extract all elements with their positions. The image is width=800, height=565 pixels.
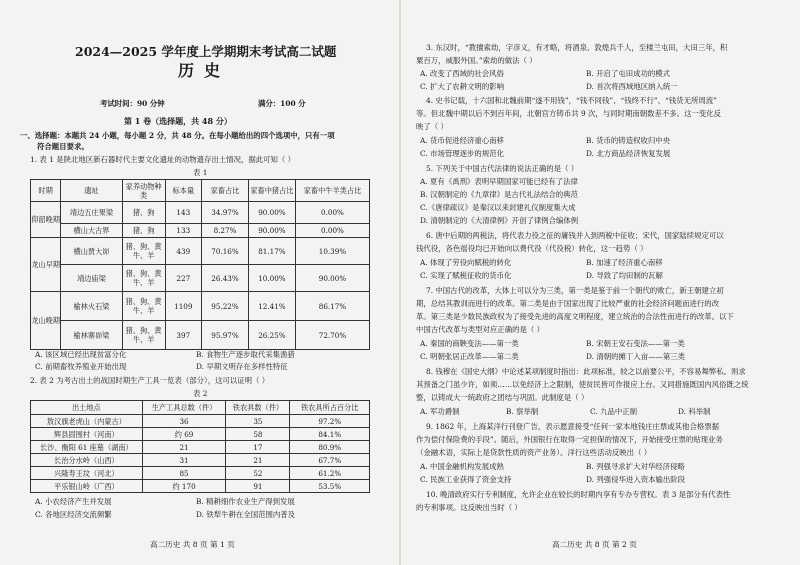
section-instruction: 一、选择题：本题共 24 小题，每小题 2 分，共 48 分。在每小题给出的四个选项中，只有一项 — [20, 131, 335, 140]
question-7-cont-3: 中国古代改革与类型对应正确的是（ ） — [416, 325, 544, 334]
percent-cell: 97.2% — [290, 415, 370, 428]
subject-title: 历史 — [178, 61, 231, 80]
q8-option-d: D. 科举制 — [678, 407, 711, 416]
species-cell: 猪、狗、黄牛、羊 — [122, 292, 165, 321]
q3-option-a: A. 改变了西域的社会风俗 — [420, 69, 504, 78]
q5-option-a: A. 夏有《禹刑》表明早期国家可能已经有了法律 — [420, 177, 578, 186]
count-cell: 397 — [165, 321, 202, 350]
table1-head-cell: 遗址 — [61, 180, 123, 202]
table-row — [31, 238, 370, 265]
percent-cell: 53.5% — [290, 480, 370, 493]
site-cell: 横山大古界 — [61, 224, 123, 238]
table2-head-cell: 生产工具总数（件） — [142, 401, 226, 415]
question-7-cont-2: 革。第三类是少数民族政权为了接受先进的高度文明程度，建立统治的合法性而进行的改革。以下 — [416, 312, 734, 321]
table-row — [31, 415, 370, 428]
period-cell: 龙山晚期 — [31, 292, 61, 350]
table-row — [31, 454, 370, 467]
site-cell: 靖边五庄果梁 — [61, 202, 123, 224]
question-10: 10. 晚清政府实行专利制度，允许企业在较长的时期内享有专办专营权。表 3 是部分有代表性 — [426, 490, 731, 499]
count-cell: 143 — [165, 202, 202, 224]
table-1 — [30, 179, 370, 350]
location-cell: 平乐银山岭（广西） — [31, 480, 143, 493]
iron-cell: 52 — [226, 467, 290, 480]
q7-option-c: C. 明朝张居正改革——第二类 — [420, 352, 519, 361]
ratio-cell: 0.00% — [295, 202, 369, 224]
total-cell: 约 69 — [142, 428, 226, 441]
iron-cell: 21 — [226, 454, 290, 467]
q2-option-a: A. 小农经济产生并发展 — [35, 497, 112, 506]
question-9-cont: 作为偿付保险费的手段”。随后，外国银行在取得一定担保的情况下，开始接受庄票的贴现业务 — [416, 435, 723, 444]
species-cell: 猪、狗、黄牛、羊 — [122, 265, 165, 292]
q7-option-a: A. 秦国的商鞅变法——第一类 — [420, 339, 519, 348]
question-7-cont: 期，总结其教训而进行的改革。第二类是由于国家出现了比较严重的社会经济问题而进行的改 — [416, 299, 720, 308]
table-row — [31, 467, 370, 480]
q6-option-d: D. 导致了均田制的瓦解 — [586, 271, 663, 280]
q7-option-b: B. 宋朝王安石变法——第一类 — [586, 339, 685, 348]
iron-cell: 17 — [226, 441, 290, 454]
period-cell: 龙山早期 — [31, 238, 61, 292]
q1-option-d: D. 早期文明存在多样性特征 — [196, 362, 288, 371]
percent-cell: 67.7% — [290, 454, 370, 467]
table-2 — [30, 400, 370, 493]
q5-option-c: C.《唐律疏议》是秦汉以来封建礼仪制度集大成 — [420, 203, 576, 212]
count-cell: 227 — [165, 265, 202, 292]
location-cell: 兴隆寿王坟（河北） — [31, 467, 143, 480]
table1-head-cell: 家畜占比 — [202, 180, 249, 202]
iron-cell: 91 — [226, 480, 290, 493]
q9-option-c: C. 民族工业获得了资金支持 — [420, 475, 512, 484]
q9-option-a: A. 中国金融机构发展成熟 — [420, 462, 504, 471]
ratio-cell: 26.25% — [248, 321, 295, 350]
ratio-cell: 26.43% — [202, 265, 249, 292]
ratio-cell: 12.41% — [248, 292, 295, 321]
ratio-cell: 72.70% — [295, 321, 369, 350]
question-1: 1. 表 1 是陕北地区新石器时代主要文化遗址的动物遗存出土情况，据此可知（ ） — [30, 155, 296, 164]
q2-option-d: D. 铁犁牛耕在全国范围内普及 — [196, 510, 296, 519]
location-cell: 长治分水岭（山西） — [31, 454, 143, 467]
q2-option-b: B. 精耕细作农业生产得到发展 — [196, 497, 295, 506]
q1-option-b: B. 食物生产逐步取代采集渔猎 — [196, 350, 295, 359]
q2-option-c: C. 各地区经济交流频繁 — [35, 510, 112, 519]
location-cell: 敖汉旗老虎山（内蒙古） — [31, 415, 143, 428]
q3-option-d: D. 首次将西域地区纳入统一 — [586, 82, 678, 91]
table-row — [31, 480, 370, 493]
table-row — [31, 321, 370, 350]
location-cell: 长沙、衡阳 61 座墓（湖南） — [31, 441, 143, 454]
site-cell: 靖边庙梁 — [61, 265, 123, 292]
q8-option-c: C. 九品中正制 — [590, 407, 638, 416]
question-4-cont: 等。但北魏中期以后不到百年间，北朝官方铸币共 9 次，与同时期南朝数差不多。这一变化反 — [416, 109, 722, 118]
percent-cell: 80.9% — [290, 441, 370, 454]
question-4: 4. 史书记载，十六国和北魏前期“遂不用钱”，“钱不同钱”、“钱终不行”、“钱货无所周流” — [426, 96, 717, 105]
table2-head-cell: 铁农具所占百分比 — [290, 401, 370, 415]
count-cell: 439 — [165, 238, 202, 265]
question-4-cont-2: 映了（ ） — [416, 122, 448, 131]
species-cell: 猪、狗、黄牛、羊 — [122, 238, 165, 265]
table1-head-cell: 家养动物种类 — [122, 180, 165, 202]
site-cell: 横山贾大峁 — [61, 238, 123, 265]
species-cell: 猪、狗 — [122, 224, 165, 238]
question-10-cont: 的专利事项。这反映出当时（ ） — [416, 503, 522, 512]
question-6-cont: 钱代役，各色徭役均已开始向以费代役（代役税）转化，这一趋势（ ） — [416, 244, 648, 253]
ratio-cell: 90.00% — [248, 202, 295, 224]
q7-option-d: D. 清朝的摊丁入亩——第三类 — [586, 352, 686, 361]
total-cell: 85 — [142, 467, 226, 480]
ratio-cell: 8.27% — [202, 224, 249, 238]
ratio-cell: 34.97% — [202, 202, 249, 224]
table2-caption: 表 2 — [193, 389, 208, 398]
exam-title: 2024—2025 学年度上学期期末考试高二试题 — [75, 44, 337, 59]
site-cell: 榆林寨峁梁 — [61, 321, 123, 350]
q6-option-b: B. 加速了经济重心南移 — [586, 258, 663, 267]
question-7: 7. 中国古代的改革，大体上可以分为三类，第一类是鉴于前一个朝代的败亡，新王朝建立初 — [426, 286, 724, 295]
question-3: 3. 东汉时，“教擅索劫，字彦义，有才略，将酒泉、敦煌兵千人，至楼兰屯田，大田三年，积 — [426, 43, 728, 52]
table2-header — [31, 401, 370, 415]
question-9-cont-2: （金融术语，实际上是贷款性质的资产业务）。洋行这些活动反映出（ ） — [416, 448, 652, 457]
page-footer: 高二历史 共 8 页 第 2 页 — [552, 540, 637, 549]
percent-cell: 61.2% — [290, 467, 370, 480]
q6-option-c: C. 实现了赋税征收的货币化 — [420, 271, 512, 280]
exam-score: 满分：100 分 — [258, 99, 306, 108]
ratio-cell: 90.00% — [248, 224, 295, 238]
total-cell: 36 — [142, 415, 226, 428]
total-cell: 21 — [142, 441, 226, 454]
table1-head-cell: 家畜中牛羊类占比 — [295, 180, 369, 202]
question-8-cont: 其预备之门虽少许，如须……以免经济上之限制，使贫民皆可作报应上台。又同措施既国内风俗既之统 — [416, 380, 749, 389]
question-3-cont: 粟百万，威服外国。”索劫的做法（ ） — [416, 56, 537, 65]
question-9: 9. 1862 年，上海某洋行刊登广告，表示愿意接受“任何一家本地钱庄庄票或其他合格票据 — [426, 422, 720, 431]
q9-option-d: D. 列强侵华进入资本输出阶段 — [586, 475, 686, 484]
total-cell: 31 — [142, 454, 226, 467]
table2-head-cell: 出土地点 — [31, 401, 143, 415]
table2-head-cell: 铁农具数（件） — [226, 401, 290, 415]
q8-option-b: B. 察举制 — [506, 407, 539, 416]
table-row — [31, 428, 370, 441]
table1-header — [31, 180, 370, 202]
table1-head-cell: 时期 — [31, 180, 61, 202]
ratio-cell: 95.97% — [202, 321, 249, 350]
right-page — [400, 0, 800, 565]
count-cell: 133 — [165, 224, 202, 238]
table-row — [31, 441, 370, 454]
count-cell: 1109 — [165, 292, 202, 321]
q4-option-a: A. 货币促进经济重心南移 — [420, 136, 504, 145]
table-row — [31, 292, 370, 321]
total-cell: 约 170 — [142, 480, 226, 493]
table1-head-cell: 家畜中猪占比 — [248, 180, 295, 202]
ratio-cell: 70.16% — [202, 238, 249, 265]
section-instruction-2: 符合题目要求。 — [37, 142, 89, 151]
q1-option-c: C. 前期畜牧养殖业开始出现 — [35, 362, 127, 371]
location-cell: 辉县固围村（河南） — [31, 428, 143, 441]
q3-option-b: B. 开启了屯田成功的模式 — [586, 69, 671, 78]
q4-option-c: C. 市场管理逐步的规范化 — [420, 149, 504, 158]
question-6: 6. 唐中后期的两税法，将代表力役之征的庸钱并入到两税中征收；宋代，国家陆续规定可以 — [426, 231, 724, 240]
iron-cell: 58 — [226, 428, 290, 441]
ratio-cell: 95.22% — [202, 292, 249, 321]
species-cell: 猪、狗 — [122, 202, 165, 224]
question-8-cont-2: 整，以铸成大一统政府之团结与巩固。此制度是（ ） — [416, 393, 589, 402]
ratio-cell: 90.00% — [295, 265, 369, 292]
question-8: 8. 钱穆在《国史大纲》中论述某项制度时指出：此项标准，较之以前要公平，不容易舞弊私。则求 — [426, 367, 746, 376]
ratio-cell: 86.17% — [295, 292, 369, 321]
q5-option-d: D. 清朝制定的《大清律例》开创了律例合编体例 — [420, 216, 579, 225]
q4-option-b: B. 货币的铸造权收归中央 — [586, 136, 671, 145]
question-2: 2. 表 2 为考古出土的战国时期生产工具一览表（部分），这可以证明（ ） — [30, 376, 270, 385]
table-row — [31, 202, 370, 224]
ratio-cell: 81.17% — [248, 238, 295, 265]
q4-option-d: D. 北方商品经济恢复发展 — [586, 149, 671, 158]
q5-option-b: B. 汉朝制定的《九章律》是古代礼法结合的典范 — [420, 190, 578, 199]
q6-option-a: A. 体现了劳役向赋税的转化 — [420, 258, 512, 267]
percent-cell: 84.1% — [290, 428, 370, 441]
ratio-cell: 10.39% — [295, 238, 369, 265]
q1-option-a: A. 该区域已经出现贫富分化 — [35, 350, 127, 359]
volume-heading: 第 1 卷（选择题，共 48 分） — [124, 116, 232, 126]
site-cell: 榆林火石梁 — [61, 292, 123, 321]
ratio-cell: 10.00% — [248, 265, 295, 292]
species-cell: 猪、狗、黄牛、羊 — [122, 321, 165, 350]
q9-option-b: B. 列强寻求扩大对华经济侵略 — [586, 462, 685, 471]
exam-time: 考试时间：90 分钟 — [100, 99, 165, 108]
q8-option-a: A. 军功爵制 — [420, 407, 460, 416]
page-footer: 高二历史 共 8 页 第 1 页 — [150, 540, 235, 549]
table1-head-cell: 标本量 — [165, 180, 202, 202]
iron-cell: 35 — [226, 415, 290, 428]
question-5: 5. 下列关于中国古代法律的说法正确的是（ ） — [426, 164, 579, 173]
ratio-cell: 0.00% — [295, 224, 369, 238]
table1-caption: 表 1 — [193, 168, 208, 177]
q3-option-c: C. 扩大了农耕文明的影响 — [420, 82, 504, 91]
table-row — [31, 265, 370, 292]
table-row — [31, 224, 370, 238]
period-cell: 仰韶晚期 — [31, 202, 61, 238]
